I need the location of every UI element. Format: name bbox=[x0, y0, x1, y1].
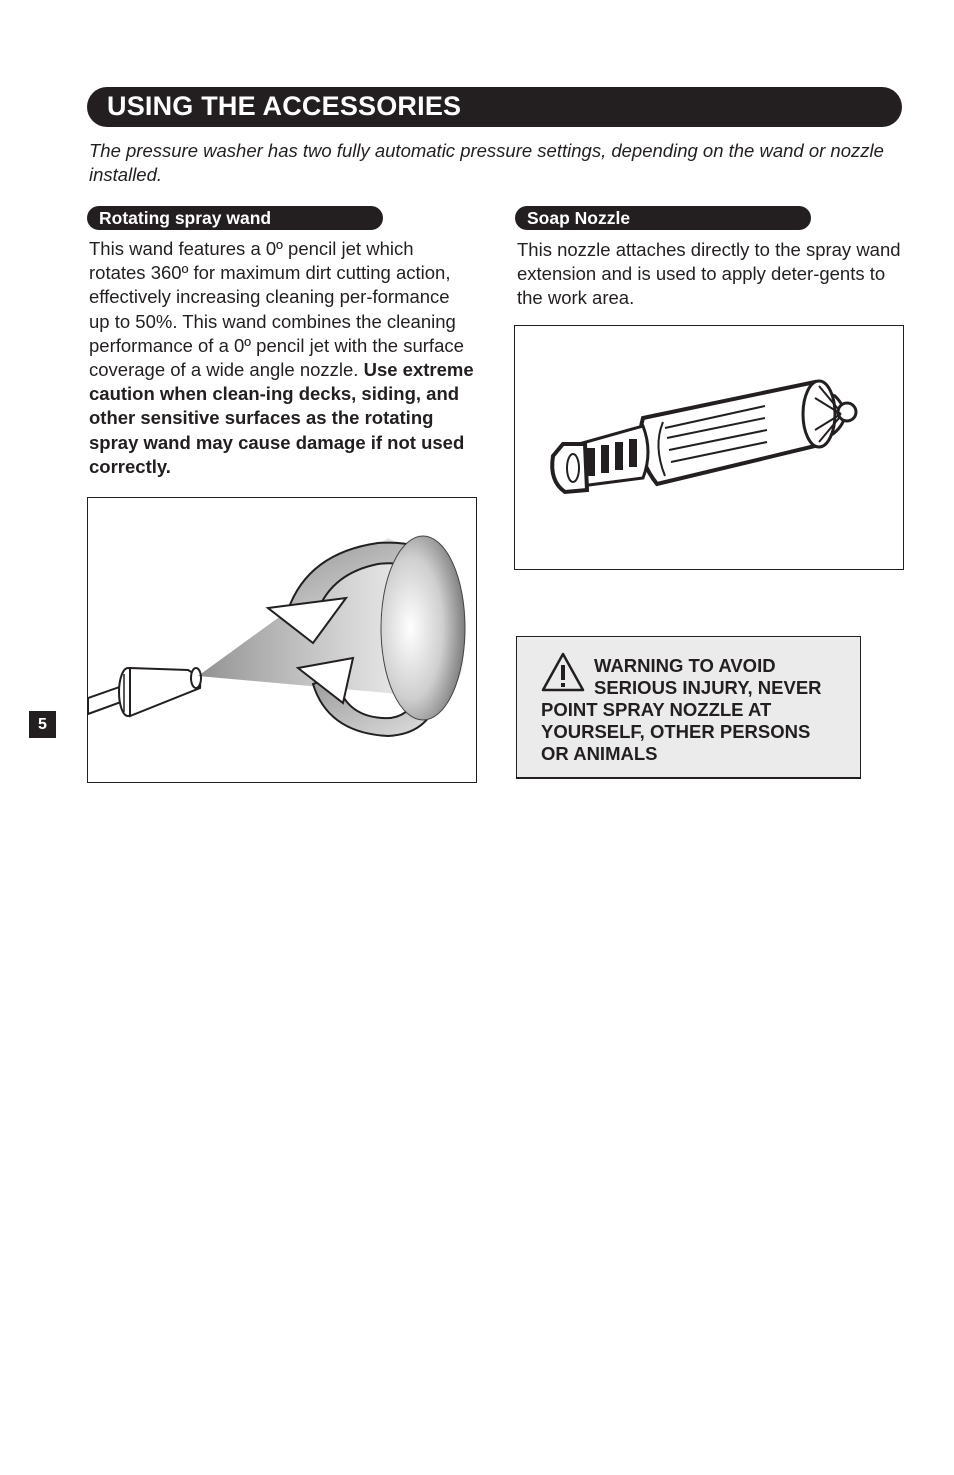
warning-text bbox=[541, 655, 851, 765]
rotating-wand-body: This wand features a 0º pencil jet which rotates 360º for maximum dirt cutting action, effectively increasing cleaning per-formance up to 50%. This wand combines the cleaning performance of a 0º pencil jet with the surface coverage of a wide angle nozzle. bbox=[89, 238, 464, 381]
warning-line-5: OR ANIMALS bbox=[541, 743, 658, 764]
warning-box bbox=[516, 636, 861, 779]
warning-line-3: POINT SPRAY NOZZLE AT bbox=[541, 699, 772, 720]
rotating-wand-description bbox=[89, 237, 474, 479]
warning-line-2: SERIOUS INJURY, NEVER bbox=[594, 677, 822, 698]
rotating-spray-illustration bbox=[87, 497, 477, 783]
rotating-wand-heading: Rotating spray wand bbox=[99, 208, 272, 228]
page-number: 5 bbox=[29, 711, 56, 738]
section-title-bar bbox=[87, 87, 902, 127]
rotating-wand-caution: Use extreme caution when clean-ing decks, siding, and other sensitive surfaces as the rotating spray wand may cause damage if not used correctly. bbox=[89, 359, 474, 477]
soap-nozzle-heading: Soap Nozzle bbox=[527, 208, 631, 228]
soap-nozzle-drawing bbox=[515, 326, 905, 571]
warning-line-4: YOURSELF, OTHER PERSONS bbox=[541, 721, 811, 742]
soap-nozzle-illustration bbox=[514, 325, 904, 570]
rotating-wand-heading-bar bbox=[87, 206, 383, 230]
intro-text: The pressure washer has two fully automatic pressure settings, depending on the wand or nozzle installed. bbox=[89, 140, 884, 185]
soap-nozzle-description: This nozzle attaches directly to the spray wand extension and is used to apply deter-gents to the work area. bbox=[517, 239, 901, 309]
rotating-spray-drawing bbox=[88, 498, 478, 784]
warning-line-1: WARNING TO AVOID bbox=[594, 655, 776, 676]
soap-nozzle-heading-bar bbox=[515, 206, 811, 230]
page-title: USING THE ACCESSORIES bbox=[107, 91, 462, 121]
